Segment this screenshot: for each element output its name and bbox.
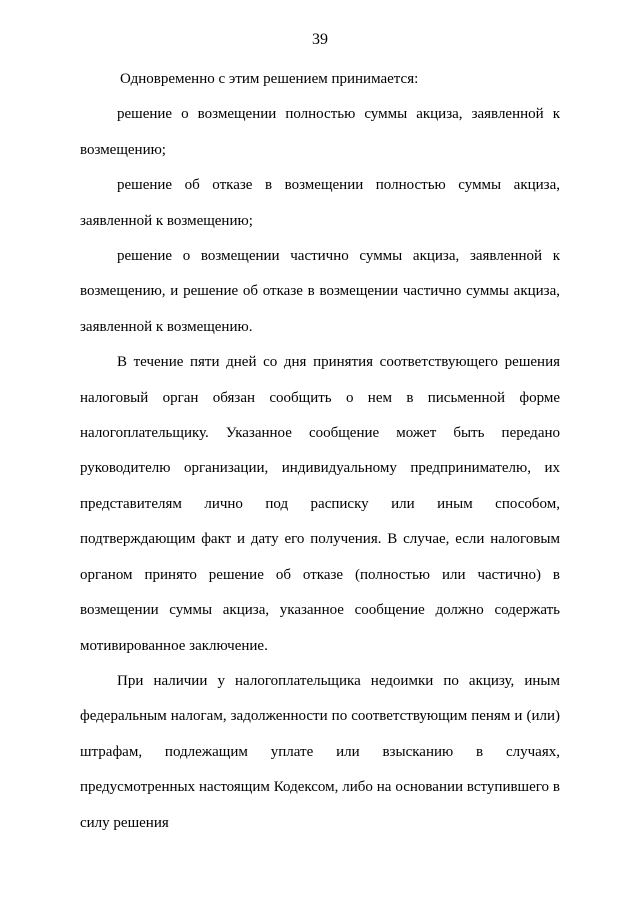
paragraph-decision-full-refund: решение о возмещении полностью суммы акциза, заявленной к возмещению; bbox=[80, 106, 560, 158]
paragraph-decision-full-refusal: решение об отказе в возмещении полностью суммы акциза, заявленной к возмещению; bbox=[80, 177, 560, 229]
paragraph-intro: Одновременно с этим решением принимается: bbox=[120, 71, 419, 87]
document-body bbox=[80, 62, 560, 841]
paragraph-arrears: При наличии у налогоплательщика недоимки по акцизу, иным федеральным налогам, задолженности по соответствующим пеням и (или) штрафам, подлежащим уплате или взысканию в случаях, предусмотренных настоящим Кодексом, либо на основании вступившего в силу решения bbox=[80, 672, 560, 831]
paragraph-notification: В течение пяти дней со дня принятия соответствующего решения налоговый орган обязан сообщить о нем в письменной форме налогоплательщику. Указанное сообщение может быть передано руководителю организации, индивидуальному предпринимателю, их представителям лично под расписку или иным способом, подтверждающим факт и дату его получения. В случае, если налоговым органом принято решение об отказе (полностью или частично) в возмещении суммы акциза, указанное сообщение должно содержать мотивированное заключение. bbox=[80, 354, 560, 654]
paragraph-decision-partial: решение о возмещении частично суммы акциза, заявленной к возмещению, и решение об отказе в возмещении частично суммы акциза, заявленной к возмещению. bbox=[80, 248, 560, 335]
page-number: 39 bbox=[312, 31, 328, 48]
